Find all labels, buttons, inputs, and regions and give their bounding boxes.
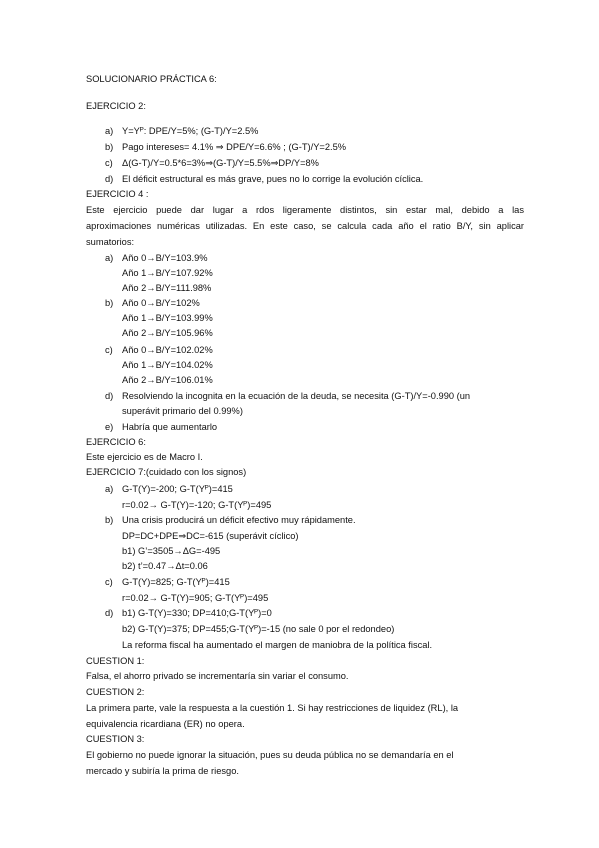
cuestion-1-text: Falsa, el ahorro privado se incrementaría sin variar el consumo. (86, 671, 349, 681)
ej2-c-text: Δ(G-T)/Y=0.5*6=3%⇒(G-T)/Y=5.5%⇒DP/Y=8% (122, 158, 319, 168)
ej4-c-marker: c) (105, 345, 113, 355)
ej2-d-text: El déficit estructural es más grave, pues no lo corrige la evolución cíclica. (122, 174, 424, 184)
cuestion-2-heading: CUESTION 2: (86, 687, 145, 697)
ej4-b-marker: b) (105, 298, 114, 308)
cuestion-2-line: equivalencia ricardiana (ER) no opera. (86, 719, 245, 729)
ej7-b-line: Una crisis producirá un déficit efectivo muy rápidamente. (122, 515, 356, 525)
cuestion-2-line: La primera parte, vale la respuesta a la cuestión 1. Si hay restricciones de liquidez (RL), la (86, 703, 459, 713)
ej4-a-marker: a) (105, 253, 114, 263)
ej4-intro-line: aproximaciones numéricas utilizadas. En este caso, se calcula cada año el ratio B/Y, sin aplicar (86, 221, 524, 231)
ej4-intro-line: Este ejercicio puede dar lugar a rdos ligeramente distintos, sin estar mal, debido a las (86, 205, 524, 215)
ejercicio-7-heading: EJERCICIO 7:(cuidado con los signos) (86, 467, 247, 477)
ej7-d-line: La reforma fiscal ha aumentado el margen de maniobra de la política fiscal. (122, 640, 433, 650)
ej7-d-line: b2) G-T(Y)=375; DP=455;G-T(Yᴾ)=-15 (no sale 0 por el redondeo) (122, 624, 395, 634)
cuestion-3-line: mercado y subiría la prima de riesgo. (86, 766, 239, 776)
ej2-a-text: Y=Yᴾ: DPE/Y=5%; (G-T)/Y=2.5% (122, 126, 259, 136)
ej7-c-marker: c) (105, 577, 113, 587)
ej7-b-marker: b) (105, 515, 114, 525)
ej7-b-line: b1) G’=3505→ΔG=-495 (122, 546, 221, 556)
ej7-a-marker: a) (105, 484, 114, 494)
ej4-c-line: Año 2→B/Y=106.01% (122, 375, 213, 385)
ej6-text: Este ejercicio es de Macro I. (86, 452, 203, 462)
ej7-d-marker: d) (105, 608, 114, 618)
ej4-b-line: Año 1→B/Y=103.99% (122, 313, 213, 323)
ejercicio-6-heading: EJERCICIO 6: (86, 437, 146, 447)
ej4-e-marker: e) (105, 422, 114, 432)
ej4-d-line: Resolviendo la incognita en la ecuación de la deuda, se necesita (G-T)/Y=-0.990 (un (122, 391, 471, 401)
ej7-c-line: G-T(Y)=825; G-T(Yᴾ)=415 (122, 577, 230, 587)
ejercicio-2-heading: EJERCICIO 2: (86, 101, 146, 111)
ej4-a-line: Año 0→B/Y=103.9% (122, 253, 208, 263)
ej2-b-marker: b) (105, 142, 114, 152)
cuestion-3-heading: CUESTION 3: (86, 734, 145, 744)
ej7-d-line: b1) G-T(Y)=330; DP=410;G-T(Yᴾ)=0 (122, 608, 272, 618)
ej7-c-line: r=0.02→ G-T(Y)=905; G-T(Yᴾ)=495 (122, 593, 269, 603)
ej4-d-line: superávit primario del 0.99%) (122, 406, 243, 416)
cuestion-1-heading: CUESTION 1: (86, 656, 145, 666)
ej4-intro-line: sumatorios: (86, 237, 135, 247)
ej7-a-line: G-T(Y)=-200; G-T(Yᴾ)=415 (122, 484, 233, 494)
ej4-a-line: Año 1→B/Y=107.92% (122, 268, 213, 278)
ej2-c-marker: c) (105, 158, 113, 168)
cuestion-3-line: El gobierno no puede ignorar la situación, pues su deuda pública no se demandaría en el (86, 750, 454, 760)
ejercicio-4-heading: EJERCICIO 4 : (86, 189, 149, 199)
ej4-b-line: Año 2→B/Y=105.96% (122, 328, 213, 338)
ej2-a-marker: a) (105, 126, 114, 136)
ej4-e-line: Habría que aumentarlo (122, 422, 218, 432)
ej4-a-line: Año 2→B/Y=111.98% (122, 283, 212, 293)
ej4-d-marker: d) (105, 391, 114, 401)
ej7-a-line: r=0.02→ G-T(Y)=-120; G-T(Yᴾ)=495 (122, 500, 272, 510)
ej7-b-line: b2) t’=0.47→Δt=0.06 (122, 561, 208, 571)
ej4-c-line: Año 0→B/Y=102.02% (122, 345, 213, 355)
ej2-d-marker: d) (105, 174, 114, 184)
ej7-b-line: DP=DC+DPE⇒DC=-615 (superávit cíclico) (122, 531, 299, 541)
document-title: SOLUCIONARIO PRÁCTICA 6: (86, 74, 217, 84)
ej2-b-text: Pago intereses= 4.1% ⇒ DPE/Y=6.6% ; (G-T)/Y=2.5% (122, 142, 347, 152)
ej4-b-line: Año 0→B/Y=102% (122, 298, 200, 308)
ej4-c-line: Año 1→B/Y=104.02% (122, 360, 213, 370)
